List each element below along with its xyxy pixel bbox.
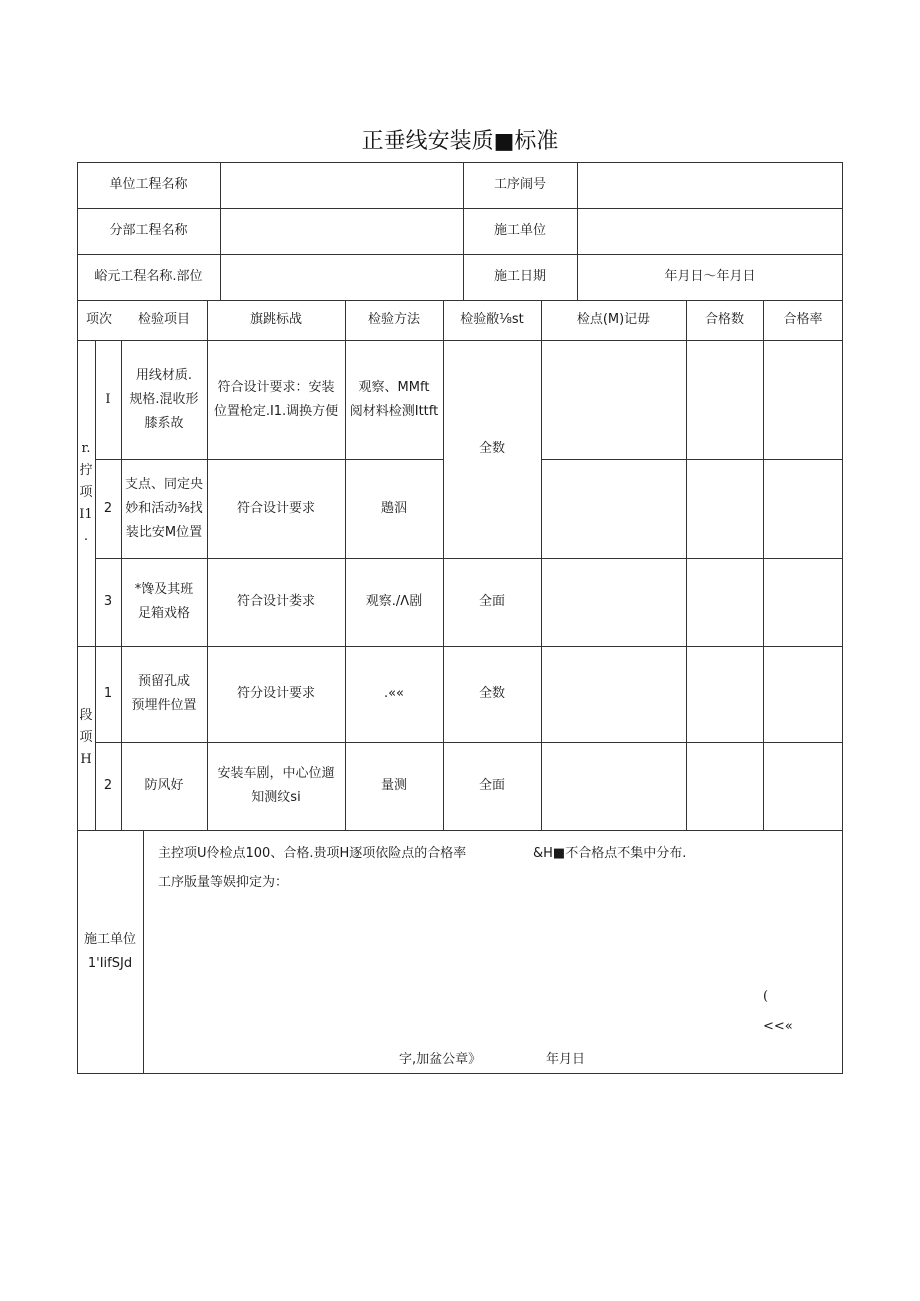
record-field[interactable]: [541, 742, 686, 830]
column-header-count: 检验敝⅛st: [460, 312, 524, 327]
qualified-count-field[interactable]: [686, 340, 763, 459]
inspection-item: 防风好: [144, 778, 184, 793]
row-number: 2: [103, 778, 113, 793]
inspection-method: 观察./Λ剧: [365, 594, 423, 609]
distribution-note-text: &H■不合格点不集中分布.: [533, 846, 687, 861]
unit-part-name-field[interactable]: [220, 254, 463, 300]
signature-date-label: 年月日: [546, 1052, 586, 1067]
column-header-record: 检点(M)记毋: [576, 312, 651, 327]
sub-project-name-label: 分部工程名称: [109, 223, 188, 238]
evaluation-summary-text: 主控项U伶检点100、合格.贵项H逐项依险点的合格率: [158, 846, 467, 861]
inspection-item: 支点、同定央 妙和活动⅜找 装比安M位置: [124, 476, 203, 540]
inspection-method: 量测: [380, 778, 407, 793]
inspection-method: 观察、MMft 阅材料检测Ittft: [349, 379, 439, 419]
column-header-rate: 合格率: [783, 312, 823, 327]
qualified-rate-field[interactable]: [763, 646, 843, 742]
quality-standard: 符合设计要求：安装 位置枪定.I1.调换方便: [213, 379, 339, 419]
construction-date-field[interactable]: 年月日〜年月日: [664, 269, 756, 284]
quality-standard: 安装车剧，中心位遛 知测纹si: [217, 766, 335, 805]
inspection-item: 用线材质. 规格.混收形 膝系故: [129, 367, 199, 431]
inspection-item: *馋及其班 足箱戏格: [134, 582, 194, 621]
construction-date-label: 施工日期: [493, 269, 546, 284]
row-number: 3: [103, 594, 113, 609]
qualified-count-field[interactable]: [686, 646, 763, 742]
quality-standard: 符合设计要求: [236, 500, 315, 516]
quality-grade-text: 工序版量等娱抑定为：: [158, 875, 289, 890]
paren-mark: (: [763, 989, 769, 1004]
column-header-standard: 旗跳标战: [249, 312, 302, 327]
inspection-method: .««: [383, 686, 405, 701]
qualified-rate-field[interactable]: [763, 459, 843, 558]
record-field[interactable]: [541, 646, 686, 742]
inspection-method: 鶗泅: [380, 500, 407, 516]
qualified-rate-field[interactable]: [763, 340, 843, 459]
quality-standard: 符分设计要求: [236, 686, 315, 701]
signature-seal-label: 字,加盆公章》: [399, 1052, 482, 1067]
qualified-count-field[interactable]: [686, 742, 763, 830]
row-number: 1: [103, 686, 113, 701]
process-number-field[interactable]: [577, 162, 843, 208]
row-number: 2: [103, 500, 113, 516]
qualified-count-field[interactable]: [686, 459, 763, 558]
column-header-method: 检验方法: [367, 312, 420, 327]
process-number-label: 工序闹号: [493, 177, 546, 192]
page-title: 正垂线安装质■标准: [361, 129, 559, 154]
inspection-item: 预留孔成 预埋件位置: [131, 674, 197, 713]
inspection-count: 全数: [478, 686, 505, 701]
record-field[interactable]: [541, 459, 686, 558]
unit-project-name-label: 单位工程名称: [109, 177, 188, 192]
sub-project-name-field[interactable]: [220, 208, 463, 254]
qualified-count-field[interactable]: [686, 558, 763, 646]
row-number: I: [105, 391, 111, 407]
inspection-count: 全面: [478, 594, 505, 609]
record-field[interactable]: [541, 558, 686, 646]
construction-unit-label: 施工单位: [493, 223, 546, 238]
column-header-seq: 项次: [85, 312, 112, 327]
record-field[interactable]: [541, 340, 686, 459]
quality-standard-form: [77, 162, 843, 1074]
column-header-item: 检验项目: [137, 312, 190, 327]
construction-unit-self-check-label: 施工单位 1'IifSJd: [83, 932, 136, 971]
general-group-label: 段 项 H: [79, 708, 93, 767]
inspection-count: 全数: [478, 441, 505, 456]
construction-unit-field[interactable]: [577, 208, 843, 254]
quality-standard: 符合设计娄求: [236, 594, 315, 609]
quote-marks: <<«: [763, 1019, 793, 1034]
main-control-group-label: r. 拧 项 I1 .: [79, 441, 93, 544]
unit-part-name-label: 峪元工程名称.部位: [94, 269, 203, 284]
inspection-count: 全面: [478, 778, 505, 793]
unit-project-name-field[interactable]: [220, 162, 463, 208]
qualified-rate-field[interactable]: [763, 742, 843, 830]
column-header-qualified: 合格数: [704, 312, 744, 327]
qualified-rate-field[interactable]: [763, 558, 843, 646]
